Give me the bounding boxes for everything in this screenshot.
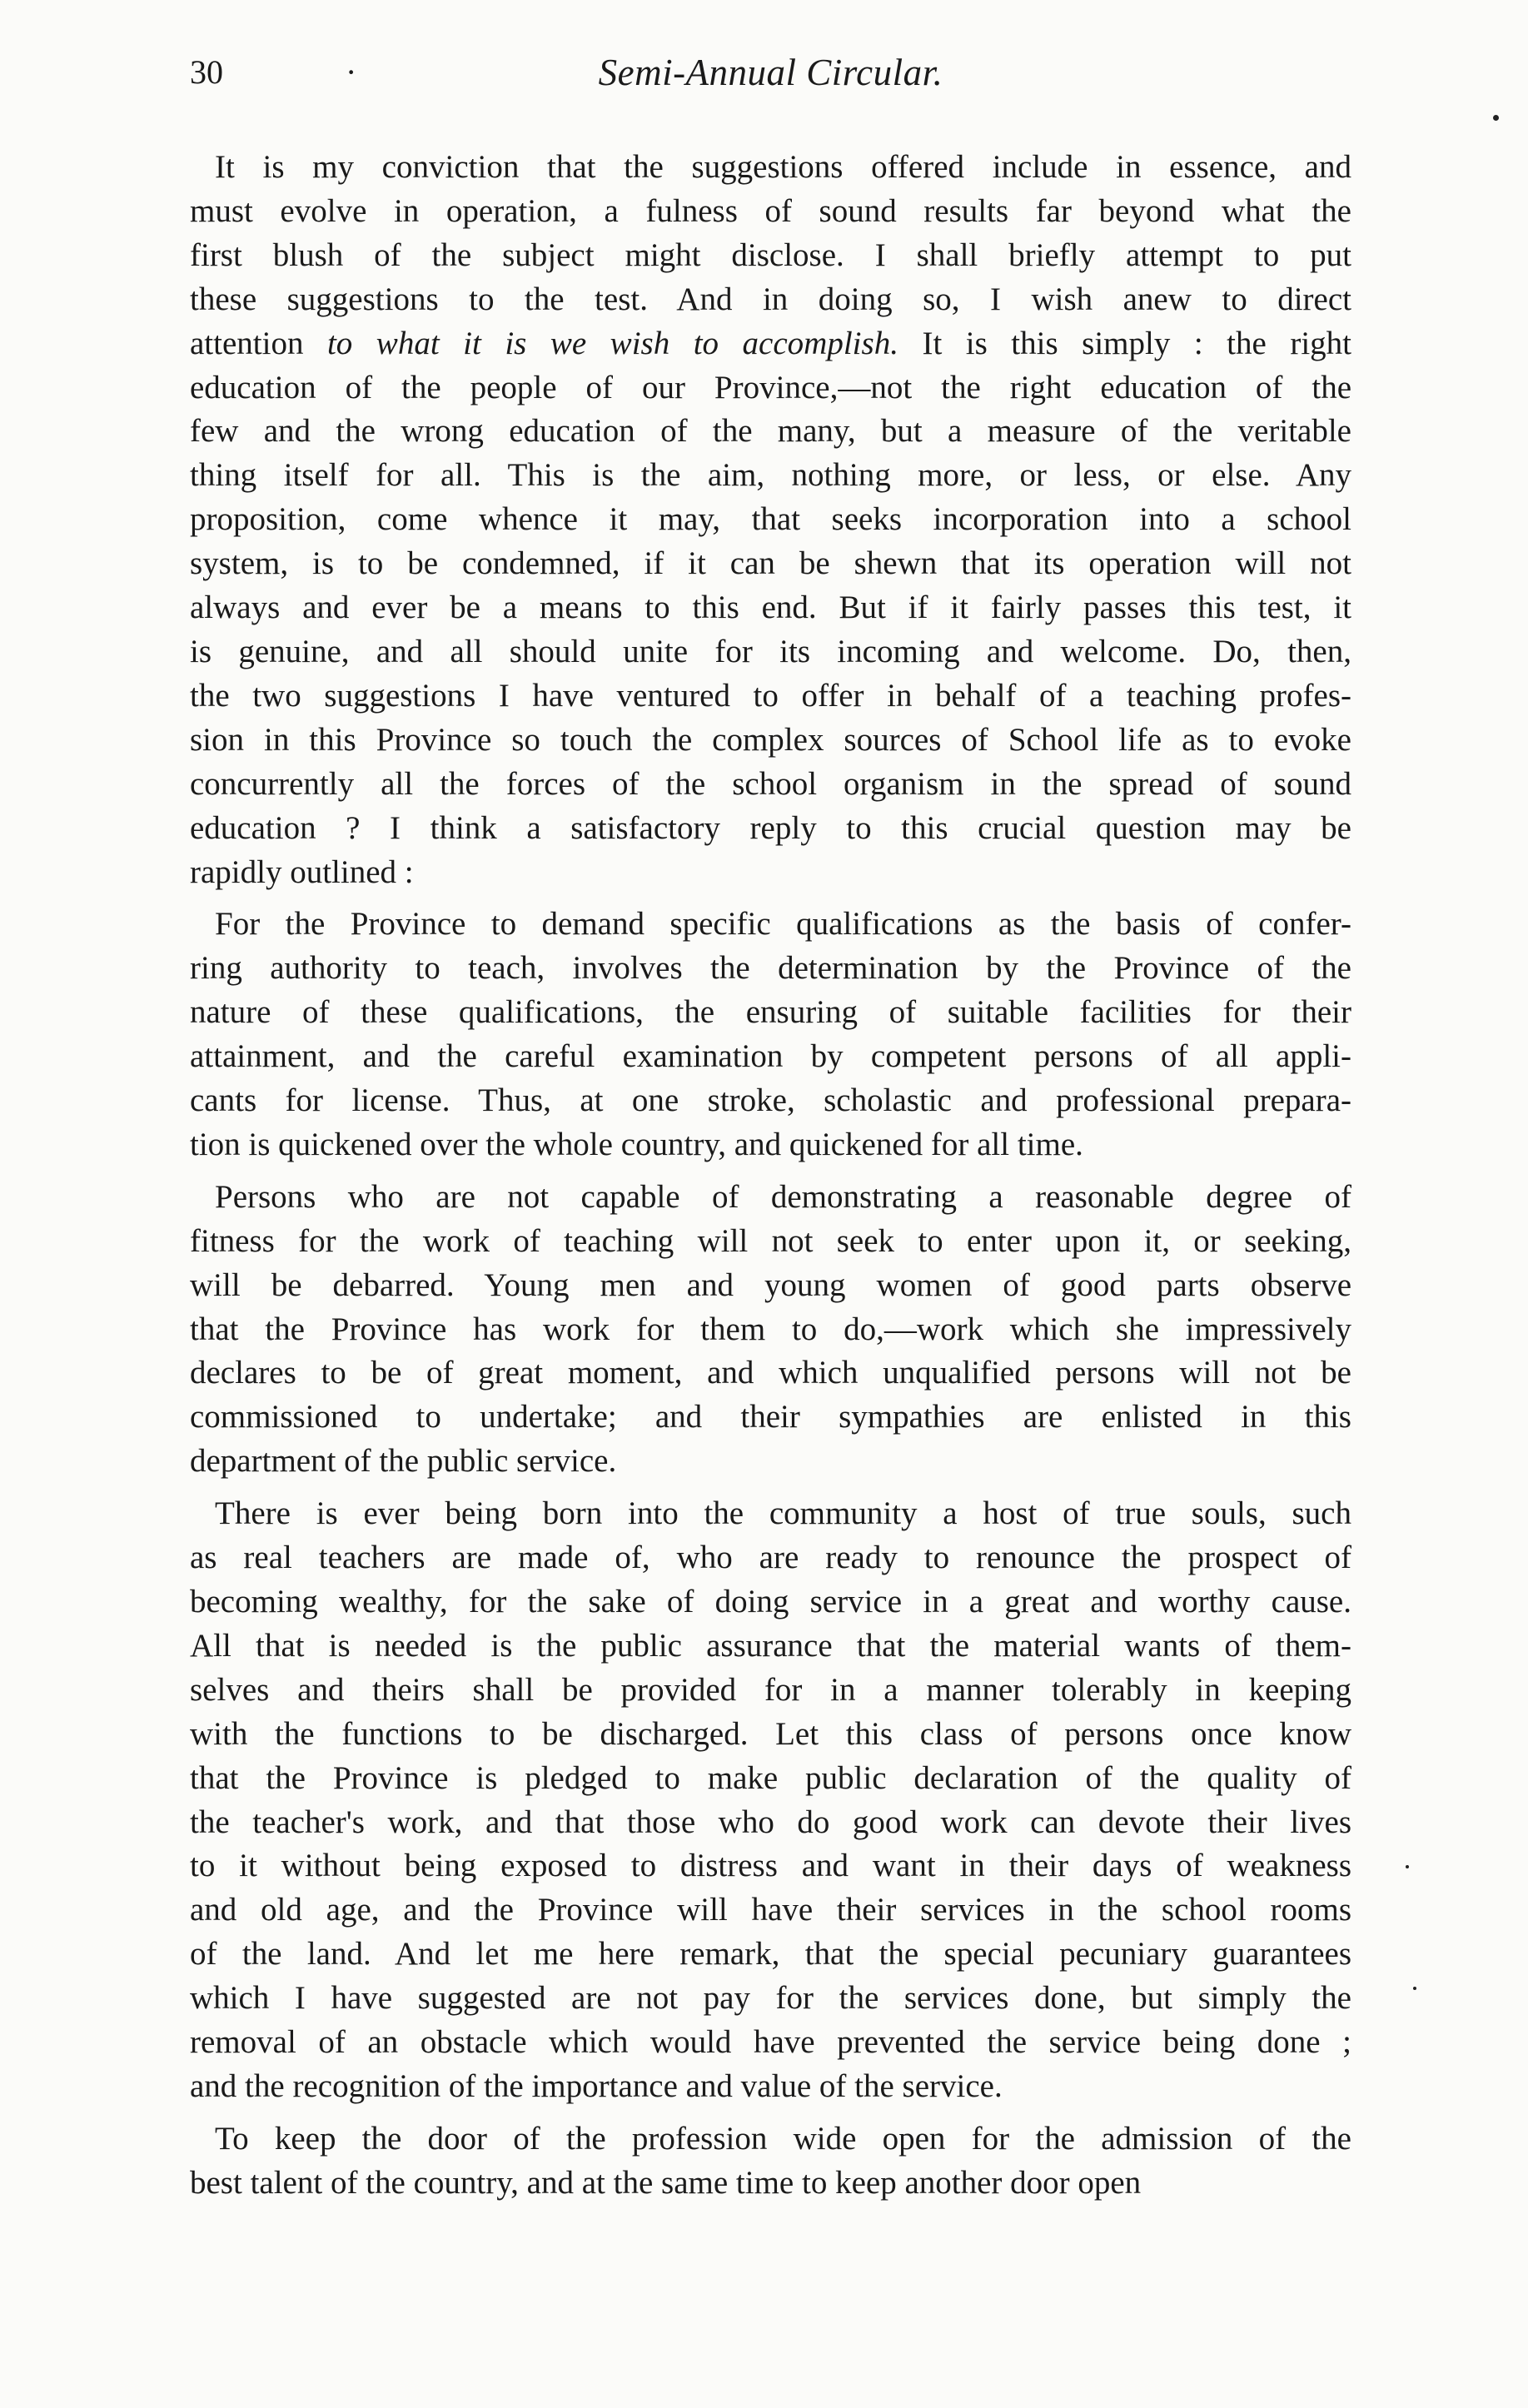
text-line: to it without being exposed to distress and want in their days of weakness — [190, 1848, 1351, 1884]
text-line: selves and theirs shall be provided for in a manner tolerably in keeping — [190, 1671, 1351, 1708]
text-line: cants for license. Thus, at one stroke, scholastic and professional prepara- — [190, 1082, 1351, 1119]
text-line: thing itself for all. This is the aim, nothing more, or less, or else. Any — [190, 457, 1351, 494]
emphasis: to what it is we wish to accomplish. — [326, 325, 898, 361]
paragraph — [190, 146, 1351, 894]
text-line: It is my conviction that the suggestions offered include in essence, and — [215, 149, 1351, 185]
text-line: Persons who are not capable of demonstrating a reasonable degree of — [215, 1178, 1351, 1215]
text-line: always and ever be a means to this end. But if it fairly passes this test, it — [190, 590, 1351, 626]
paragraph — [190, 903, 1351, 1167]
text-line: To keep the door of the profession wide open for the admission of the — [215, 2120, 1351, 2157]
text-line: that the Province has work for them to do,—work which she impressively — [190, 1311, 1351, 1347]
text-line: that the Province is pledged to make public declaration of the quality of — [190, 1759, 1351, 1796]
text-line: proposition, come whence it may, that seeks incorporation into a school — [190, 501, 1351, 538]
text-line: and old age, and the Province will have their services in the school rooms — [190, 1892, 1351, 1928]
text-line: fitness for the work of teaching will not seek to enter upon it, or seeking, — [190, 1222, 1351, 1259]
header-dot: · — [346, 53, 357, 91]
margin-speck — [1406, 1865, 1409, 1868]
text-line: which I have suggested are not pay for the services done, but simply the — [190, 1980, 1351, 2017]
paragraph — [190, 1492, 1351, 2109]
text-line: best talent of the country, and at the same time to keep another door open — [190, 2164, 1142, 2201]
text-line: commissioned to undertake; and their sympathies are enlisted in this — [190, 1399, 1351, 1435]
text-line: ring authority to teach, involves the determination by the Province of the — [190, 950, 1351, 987]
text-line: education ? I think a satisfactory reply to this crucial question may be — [190, 809, 1351, 846]
text-line: will be debarred. Young men and young women of good parts observe — [190, 1266, 1351, 1303]
margin-speck — [1493, 115, 1499, 121]
text-line: system, is to be condemned, if it can be shewn that its operation will not — [190, 545, 1351, 582]
text-line: becoming wealthy, for the sake of doing service in a great and worthy cause. — [190, 1584, 1351, 1619]
text-line: department of the public service. — [190, 1443, 617, 1480]
text-line: declares to be of great moment, and which unqualified persons will not be — [190, 1355, 1351, 1391]
text-line: education of the people of our Province,—not the right education of the — [190, 369, 1351, 405]
text-line: All that is needed is the public assurance that the material wants of them- — [190, 1627, 1351, 1664]
text-line: few and the wrong education of the many, but a measure of the veritable — [190, 413, 1351, 450]
paragraph — [190, 2117, 1351, 2206]
text-line: these suggestions to the test. And in doing so, I wish anew to direct — [190, 281, 1351, 317]
text-line: the two suggestions I have ventured to offer in behalf of a teaching profes- — [190, 677, 1351, 714]
text-line: first blush of the subject might disclose. I shall briefly attempt to put — [190, 236, 1351, 273]
margin-speck — [1413, 1987, 1416, 1990]
text-line: nature of these qualifications, the ensuring of suitable facilities for their — [190, 994, 1351, 1031]
body-text — [190, 146, 1351, 2214]
text-line: and the recognition of the importance and value of the service. — [190, 2067, 1003, 2104]
text-line: sion in this Province so touch the complex sources of School life as to evoke — [190, 721, 1351, 758]
text-line: must evolve in operation, a fulness of sound results far beyond what the — [190, 192, 1351, 229]
text-line: For the Province to demand specific qualifications as the basis of confer- — [215, 906, 1351, 943]
text-line: is genuine, and all should unite for its incoming and welcome. Do, then, — [190, 633, 1351, 669]
text-line: tion is quickened over the whole country, and quickened for all time. — [190, 1126, 1083, 1162]
page-number: 30 — [190, 53, 223, 91]
text-line: with the functions to be discharged. Let this class of persons once know — [190, 1715, 1351, 1752]
running-head: Semi-Annual Circular. — [598, 52, 943, 93]
text-line: removal of an obstacle which would have prevented the service being done ; — [190, 2024, 1351, 2061]
text-line: There is ever being born into the community a host of true souls, such — [215, 1495, 1351, 1532]
text-line: attention to what it is we wish to accomplish. It is this simply : the right — [190, 325, 1351, 361]
text-line: rapidly outlined : — [190, 853, 414, 890]
page-header — [190, 52, 1351, 102]
text-line: concurrently all the forces of the school organism in the spread of sound — [190, 765, 1351, 802]
text-line: of the land. And let me here remark, that the special pecuniary guarantees — [190, 1936, 1351, 1973]
paragraph — [190, 1176, 1351, 1484]
text-line: attainment, and the careful examination by competent persons of all appli- — [190, 1038, 1351, 1075]
text-line: as real teachers are made of, who are ready to renounce the prospect of — [190, 1540, 1351, 1576]
text-line: the teacher's work, and that those who do good work can devote their lives — [190, 1804, 1351, 1840]
